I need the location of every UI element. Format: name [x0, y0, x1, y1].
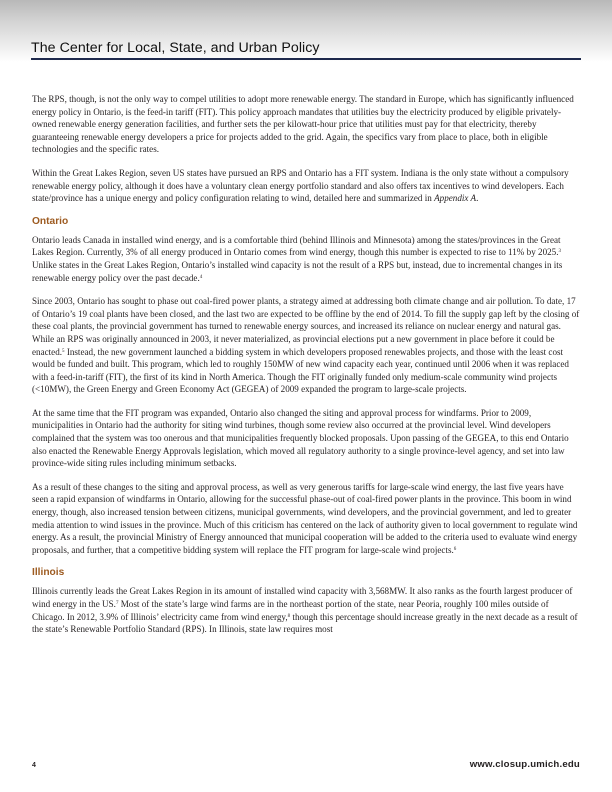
- page-number: 4: [32, 762, 36, 769]
- illinois-p1-text-a: Illinois currently leads the Great Lakes Region in its amount of installed wind capacity with 3,568MW. It also ranks as the fourth largest producer of wind energy in the US.: [32, 586, 573, 609]
- footnote-7: 7: [115, 601, 119, 606]
- article-body: [32, 93, 581, 647]
- footnote-4: 4: [199, 274, 203, 280]
- ontario-paragraph-2: [32, 295, 581, 396]
- footnote-5: 5: [62, 348, 65, 354]
- header-rule: [31, 58, 581, 60]
- footer-url[interactable]: www.closup.umich.edu: [469, 759, 580, 770]
- ontario-p2-text-b: Instead, the new government launched a bidding system in which developers proposed renewables projects, and those with the least cost would be funded and built. This program, which led to roughly 150MW of new wind capacity each year, continued until 2006 when it was replaced with a feed-in-tariff (FIT), the first of its kind in North America. Though the FIT originally funded only medium-scale community wind projects (<10MW), the Green Energy and Green Economy Act (GEGEA) of 2009 expanded the program to large-scale projects.: [32, 346, 569, 395]
- header-title: The Center for Local, State, and Urban Policy: [31, 40, 320, 56]
- ontario-paragraph-4: [32, 481, 581, 557]
- footnote-8: 8: [287, 613, 291, 619]
- section-heading-ontario: Ontario: [32, 215, 69, 227]
- illinois-p1-text-c: though this percentage should increase greatly in the next decade as a result of the state’s Renewable Portfolio Standard (RPS). In Illinois, state law requires most: [32, 611, 578, 635]
- ontario-p1-text-a: Ontario leads Canada in installed wind energy, and is a comfortable third (behind Illinois and Minnesota) among the states/provinces in the Great Lakes Region. Currently, 3% of all energy produced in Ontario comes from wind energy, though this number is expected to rise to 11% by 2025.: [32, 234, 561, 258]
- illinois-p1-text-b: Most of the state’s large wind farms are in the northeast portion of the state, near Peoria, roughly 100 miles outside of Chicago. In 2012, 3.9% of Illinois’ electricity came from wind energy,: [32, 599, 549, 622]
- footnote-6: 6: [453, 546, 457, 552]
- ontario-p1-text-b: Unlike states in the Great Lakes Region, Ontario’s installed wind capacity is not the result of a RPS but, instead, due to incremental changes in its renewable energy policy over the past decade.: [32, 259, 563, 283]
- intro-paragraph-great-lakes: [32, 167, 581, 205]
- appendix-reference: Appendix A: [434, 193, 477, 204]
- intro-paragraph-rps: The RPS, though, is not the only way to compel utilities to adopt more renewable energy. The standard in Europe, which has significantly influenced energy policy in Ontario, is the feed-in tariff (FIT). This policy approach mandates that utilities buy the electricity produced by eligible privately-owned renewable energy generation facilities, and further sets the per kilowatt-hour price that utilities must pay for that electricity, thereby guaranteeing renewable energy developers a price for projects added to the grid. Again, the specifics vary from place to place, both in eligible technologies and the specific rates.: [32, 94, 574, 155]
- intro-text: Within the Great Lakes Region, seven US states have pursued an RPS and Ontario has a FIT system. Indiana is the only state without a compulsory renewable energy policy, although it does have a voluntary clean energy portfolio standard and also offers tax incentives to wind developers. Each state/province has a unique energy and policy configuration relating to wind, detailed here and summarized in: [32, 167, 569, 204]
- intro-end: .: [476, 193, 479, 204]
- ontario-paragraph-3: At the same time that the FIT program was expanded, Ontario also changed the siting and approval process for windfarms. Prior to 2009, municipalities in Ontario had the authority for siting wind turbines, though some review also occurred at the provincial level. Wind developers complained that the system was too onerous and that municipalities frequently blocked proposals. Upon passing of the GEGEA, to this end Ontario also enacted the Renewable Energy Approvals legislation, which moved all regulatory authority to a single province-level agency, and set into law province-wide siting rules including minimum setbacks.: [32, 407, 569, 469]
- footnote-3: 3: [558, 249, 561, 255]
- ontario-p2-text-a: Since 2003, Ontario has sought to phase out coal-fired power plants, a strategy aimed at addressing both climate change and air pollution. To date, 17 of Ontario’s 19 coal plants have been closed, and the last two are expected to be offline by the end of 2014. To fill the supply gap left by the closing of these coal plants, the provincial government has turned to renewable energy sources, and increased its reliance on nuclear energy and natural gas. While an RPS was originally announced in 2003, it never materialized, as provincial elections put a new government in place before it could be enacted.: [32, 296, 580, 357]
- ontario-p4-text: As a result of these changes to the siting and approval process, as well as very generous tariffs for large-scale wind energy, the last five years have seen a rapid expansion of windfarms in Ontario, allowing for the successful phase-out of coal-fired power plants in the province. This boom in wind energy, though, also increased tension between citizens, municipal governments, wind developers, and the provincial government, and led to greater media attention to wind issues in the province. Much of this criticism has centered on the lack of authority given to local government to regulate wind energy. As a result, the provincial Ministry of Energy announced that municipal cooperation will be added to the criteria used to evaluate wind energy proposals, and further, that a competitive bidding system will replace the FIT program for large-scale wind projects.: [32, 481, 578, 555]
- illinois-paragraph-1: [32, 585, 581, 635]
- ontario-paragraph-1: [32, 234, 581, 284]
- section-heading-illinois: Illinois: [32, 567, 65, 579]
